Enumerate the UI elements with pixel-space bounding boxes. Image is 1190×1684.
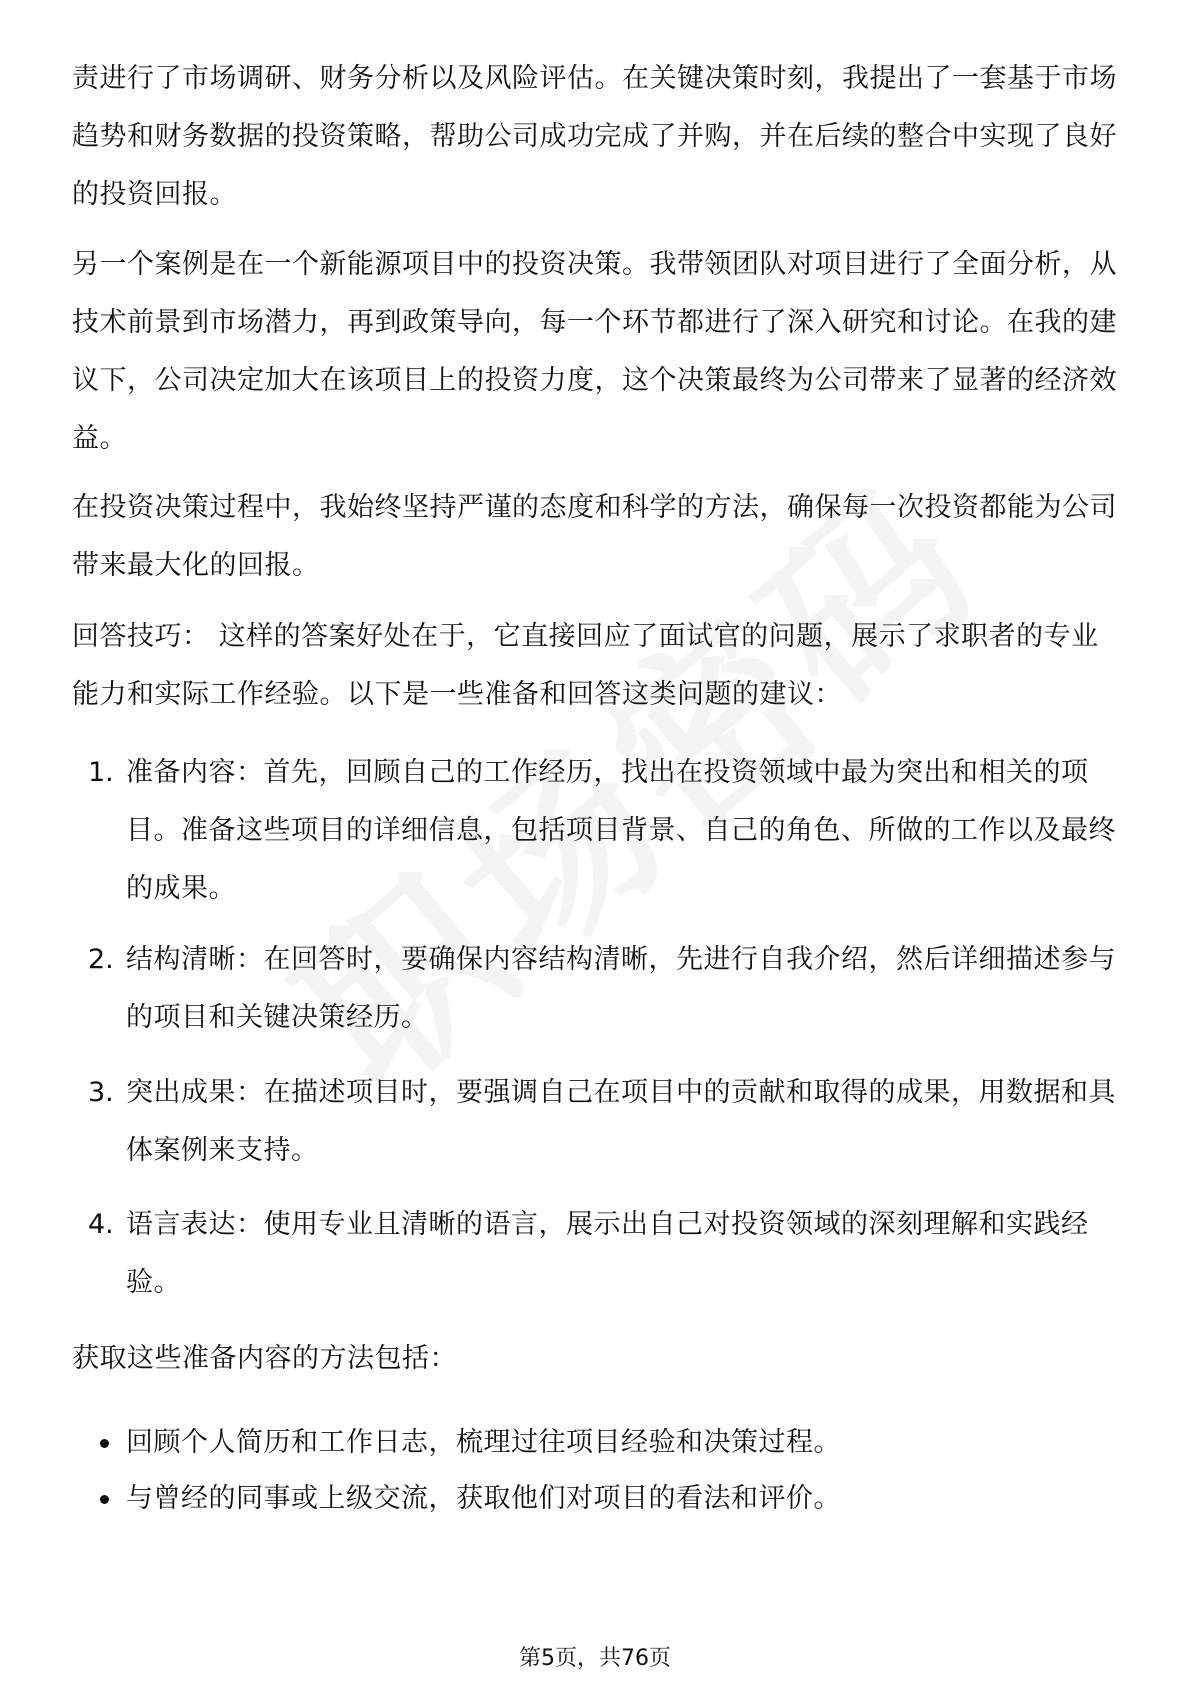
paragraph-1: 责进行了市场调研、财务分析以及风险评估。在关键决策时刻，我提出了一套基于市场趋势和财务数据的投资策略，帮助公司成功完成了并购，并在后续的整合中实现了良好的投资回报。 (72, 63, 1117, 210)
bullet-text: 与曾经的同事或上级交流，获取他们对项目的看法和评价。 (126, 1483, 841, 1514)
methods-heading: 获取这些准备内容的方法包括： (72, 1343, 457, 1374)
list-item-text: 准备内容：首先，回顾自己的工作经历，找出在投资领域中最为突出和相关的项目。准备这些项目的详细信息，包括项目背景、自己的角色、所做的工作以及最终的成果。 (126, 757, 1116, 904)
list-number: 4. (88, 1209, 114, 1240)
page-number-footer: 第5页，共76页 (519, 1646, 671, 1671)
paragraph-3: 在投资决策过程中，我始终坚持严谨的态度和科学的方法，确保每一次投资都能为公司带来最大化的回报。 (72, 492, 1117, 581)
paragraph-answer-tips: 回答技巧： 这样的答案好处在于，它直接回应了面试官的问题，展示了求职者的专业能力和实际工作经验。以下是一些准备和回答这类问题的建议： (72, 621, 1099, 710)
list-number: 3. (88, 1077, 114, 1108)
paragraph-2: 另一个案例是在一个新能源项目中的投资决策。我带领团队对项目进行了全面分析，从技术前景到市场潜力，再到政策导向，每一个环节都进行了深入研究和讨论。在我的建议下，公司决定加大在该项目上的投资力度，这个决策最终为公司带来了显著的经济效益。 (72, 249, 1117, 454)
bullet-text: 回顾个人简历和工作日志，梳理过往项目经验和决策过程。 (126, 1427, 841, 1458)
list-item-text: 结构清晰：在回答时，要确保内容结构清晰，先进行自我介绍，然后详细描述参与的项目和关键决策经历。 (126, 944, 1116, 1033)
bullet-dot-icon (100, 1439, 109, 1448)
list-number: 2. (88, 944, 114, 975)
list-item-text: 语言表达：使用专业且清晰的语言，展示出自己对投资领域的深刻理解和实践经验。 (126, 1209, 1089, 1298)
list-item-text: 突出成果：在描述项目时，要强调自己在项目中的贡献和取得的成果，用数据和具体案例来支持。 (126, 1077, 1116, 1166)
bullet-dot-icon (100, 1495, 109, 1504)
list-number: 1. (88, 757, 114, 788)
